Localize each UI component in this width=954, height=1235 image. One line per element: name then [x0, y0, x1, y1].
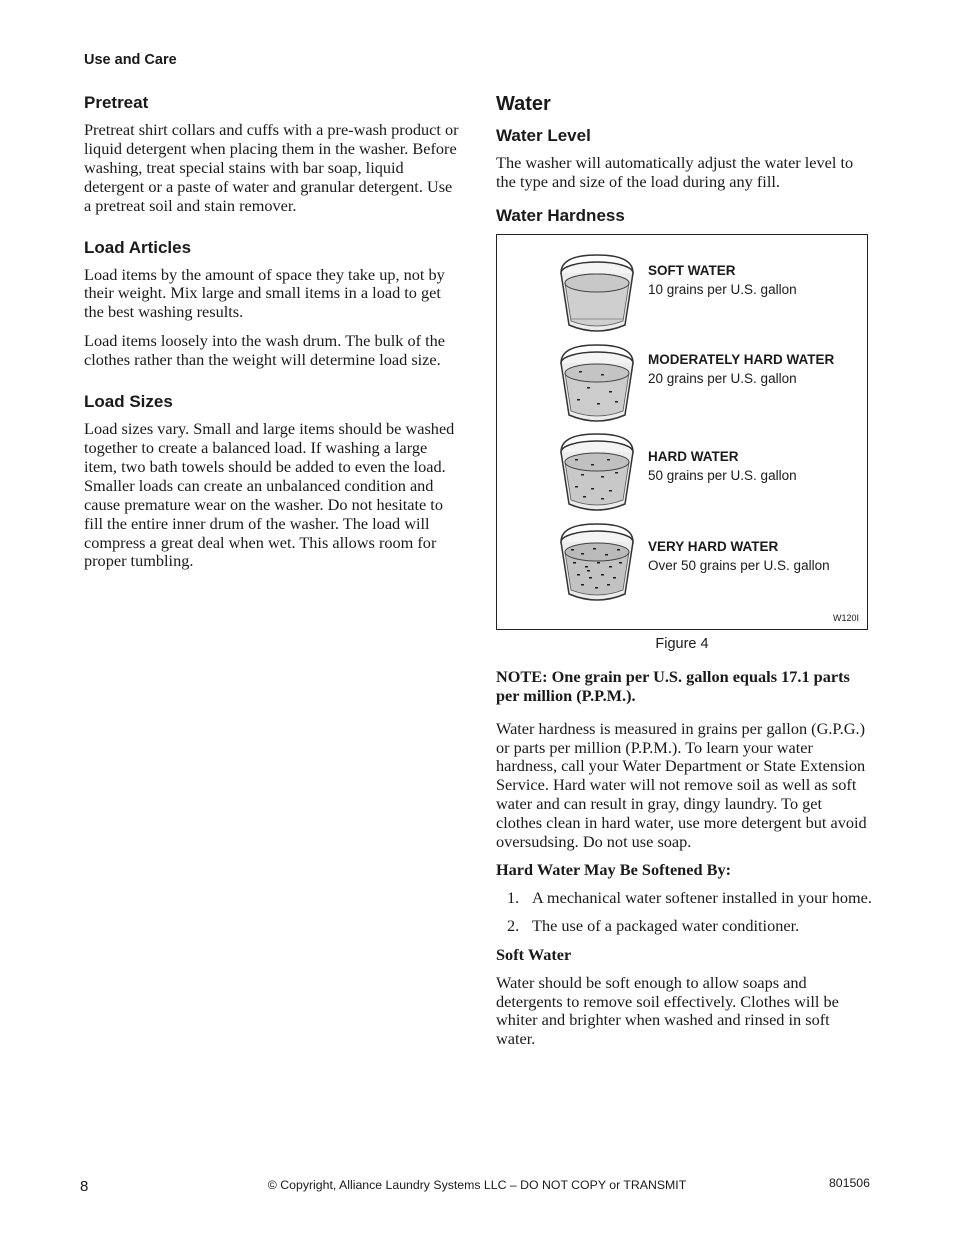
load-articles-text-1: Load items by the amount of space they take up, not by their weight. Mix large and small items in a load to get the best washing results. [84, 264, 445, 322]
list-item: 2. The use of a packaged water conditioner. [507, 915, 800, 935]
load-sizes-heading: Load Sizes [84, 392, 173, 412]
figure-item-moderate: MODERATELY HARD WATER 20 grains per U.S. gallon [648, 351, 835, 386]
figure-item-hard: HARD WATER 50 grains per U.S. gallon [648, 448, 797, 483]
water-hardness-figure [496, 234, 868, 630]
right-column [496, 93, 872, 1059]
water-hardness-heading: Water Hardness [496, 205, 625, 225]
soft-water-text: Water should be soft enough to allow soaps and detergents to remove soil effectively. Clothes will be whiter and brighter when washed and rinsed in soft water. [496, 972, 839, 1049]
load-sizes-text: Load sizes vary. Small and large items should be washed together to create a balanced load. If washing a large item, two bath towels should be added to even the load. Smaller loads can create an unbalanced condition and cause premature wear on the washer. Do not hesitate to fill the entire inner drum of the washer. The load will compress a great deal when wet. This allows room for proper tumbling. [84, 419, 455, 571]
water-level-text: The washer will automatically adjust the water level to the type and size of the load during any fill. [496, 153, 854, 191]
list-item: 1. A mechanical water softener installed in your home. [507, 887, 872, 907]
section-label: Use and Care [84, 52, 177, 68]
page-number: 8 [80, 1178, 89, 1195]
pretreat-heading: Pretreat [84, 93, 149, 112]
load-articles-text-2: Load items loosely into the wash drum. The bulk of the clothes rather than the weight will determine load size. [84, 331, 445, 370]
note-text: NOTE: One grain per U.S. gallon equals 17.1 parts per million (P.P.M.). [496, 666, 850, 705]
bucket-very-hard-icon [557, 522, 637, 604]
left-column [84, 93, 460, 581]
water-level-heading: Water Level [496, 126, 591, 145]
figure-code: W120I [832, 612, 859, 623]
softened-heading: Hard Water May Be Softened By: [496, 859, 732, 879]
load-articles-heading: Load Articles [84, 237, 192, 257]
soft-water-heading: Soft Water [496, 944, 572, 964]
bucket-hard-icon [557, 432, 637, 514]
water-hardness-text: Water hardness is measured in grains per gallon (G.P.G.) or parts per million (P.P.M.). To learn your water hardness, call your Water Department or State Extension Service. Hard water will not remove soil as well as soft water and can result in gray, dingy laundry. To get clothes clean in hard water, use more detergent but avoid oversudsing. Do not use soap. [496, 718, 867, 852]
document-number: 801506 [828, 1176, 870, 1190]
softener-list [496, 889, 872, 936]
copyright-notice: © Copyright, Alliance Laundry Systems LLC – DO NOT COPY or TRANSMIT [267, 1178, 687, 1192]
water-heading: Water [496, 93, 551, 115]
figure-item-very-hard: VERY HARD WATER Over 50 grains per U.S. gallon [648, 538, 830, 573]
bucket-soft-icon [557, 253, 637, 335]
figure-item-soft: SOFT WATER 10 grains per U.S. gallon [648, 262, 797, 297]
page-footer [0, 1176, 954, 1196]
pretreat-text: Pretreat shirt collars and cuffs with a pre-wash product or liquid detergent when placing them in the washer. Before washing, treat special stains with bar soap, liquid detergent or a paste of water and granular detergent. Use a pretreat soil and stain remover. [84, 120, 459, 215]
bucket-moderate-icon [557, 343, 637, 425]
figure-caption: Figure 4 [655, 635, 709, 652]
